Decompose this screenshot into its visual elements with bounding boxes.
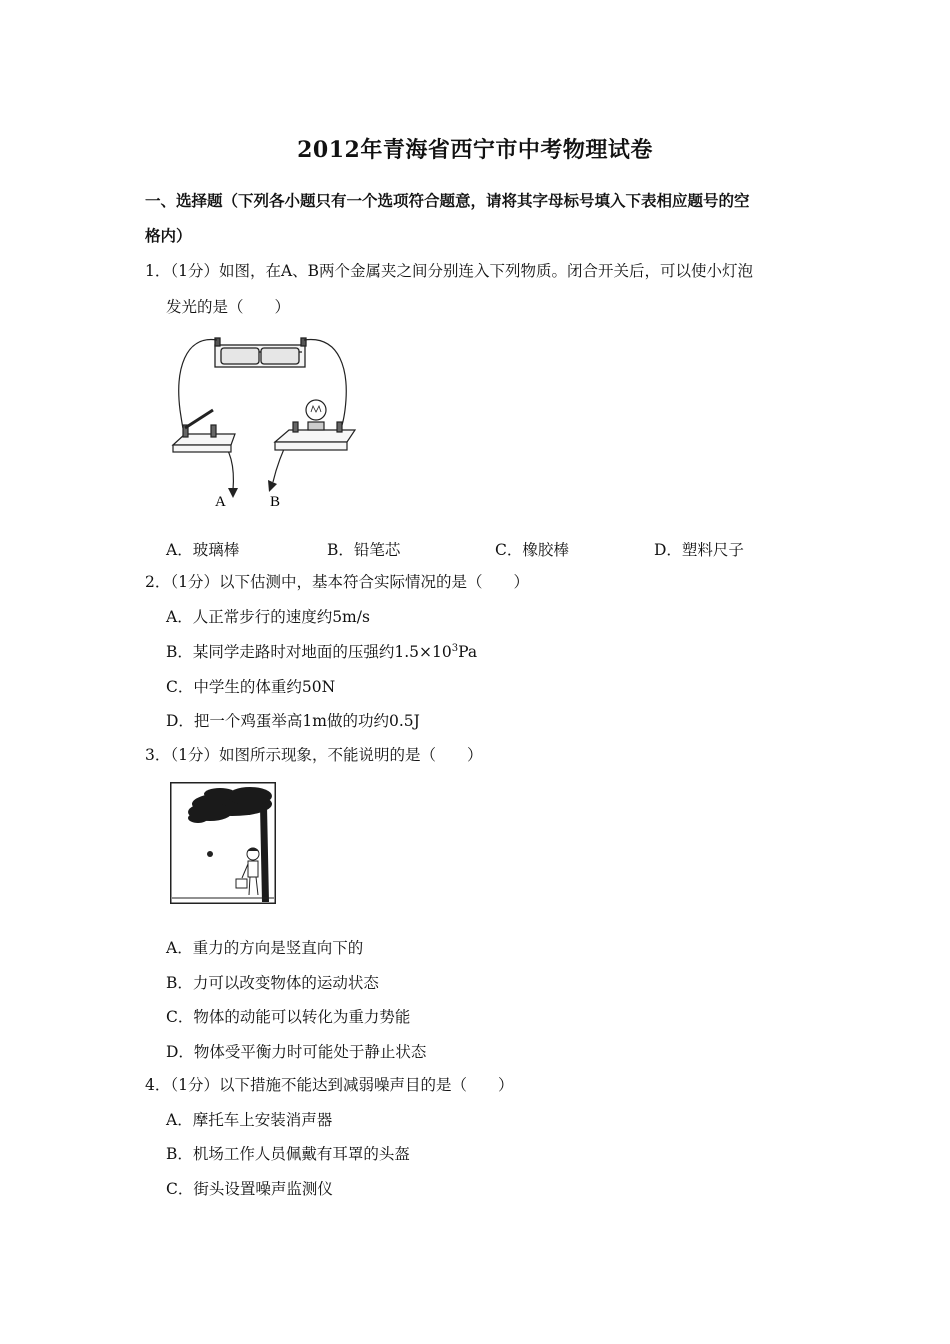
clip-label-a: A [215,494,226,510]
falling-apple [207,851,213,857]
q1-circuit-figure [165,330,365,515]
q2-option-a[interactable]: A．人正常步行的速度约5m/s [166,608,370,626]
q3-tree-figure [170,782,276,904]
q2-option-c[interactable]: C．中学生的体重约50N [166,678,336,696]
clip-label-b: B [270,494,281,510]
q1-options [166,538,806,560]
q3-option-a[interactable]: A．重力的方向是竖直向下的 [166,939,364,957]
battery-holder [215,338,306,367]
q1-stem-line2: 发光的是（ ） [166,298,291,316]
q3-stem: 3．（1分）如图所示现象，不能说明的是（ ） [145,746,483,764]
q1-stem-line1: 1．（1分）如图，在A、B两个金属夹之间分别连入下列物质。闭合开关后，可以使小灯泡 [145,262,754,280]
q1-option-a[interactable]: A．玻璃棒 [166,541,240,559]
q2-option-b-unit: Pa [458,643,478,661]
q4-option-b[interactable]: B．机场工作人员佩戴有耳罩的头盔 [166,1145,410,1163]
q1-option-c[interactable]: C．橡胶棒 [495,541,569,559]
q2-stem: 2．（1分）以下估测中，基本符合实际情况的是（ ） [145,573,529,591]
q3-option-d[interactable]: D．物体受平衡力时可能处于静止状态 [166,1043,427,1061]
q3-option-b[interactable]: B．力可以改变物体的运动状态 [166,974,379,992]
q3-option-c[interactable]: C．物体的动能可以转化为重力势能 [166,1008,411,1026]
section-heading-line2: 格内） [145,226,192,245]
q2-option-b-exponent: 3 [451,643,459,654]
section-heading [145,183,810,253]
switch-board [173,410,235,452]
q4-stem: 4．（1分）以下措施不能达到减弱噪声目的是（ ） [145,1076,514,1094]
q1-option-b[interactable]: B．铅笔芯 [327,541,401,559]
q1-option-d[interactable]: D．塑料尺子 [654,541,744,559]
q4-option-c[interactable]: C．街头设置噪声监测仪 [166,1180,333,1198]
q2-option-d[interactable]: D．把一个鸡蛋举高1m做的功约0.5J [166,712,420,730]
page-title: 2012年青海省西宁市中考物理试卷 [297,137,653,163]
q2-option-b[interactable] [166,642,477,662]
q2-option-b-text: B．某同学走路时对地面的压强约1.5×10 [166,643,452,661]
section-heading-line1: 一、选择题（下列各小题只有一个选项符合题意，请将其字母标号填入下表相应题号的空 [145,191,750,210]
lamp-board [275,400,355,450]
q4-option-a[interactable]: A．摩托车上安装消声器 [166,1111,333,1129]
